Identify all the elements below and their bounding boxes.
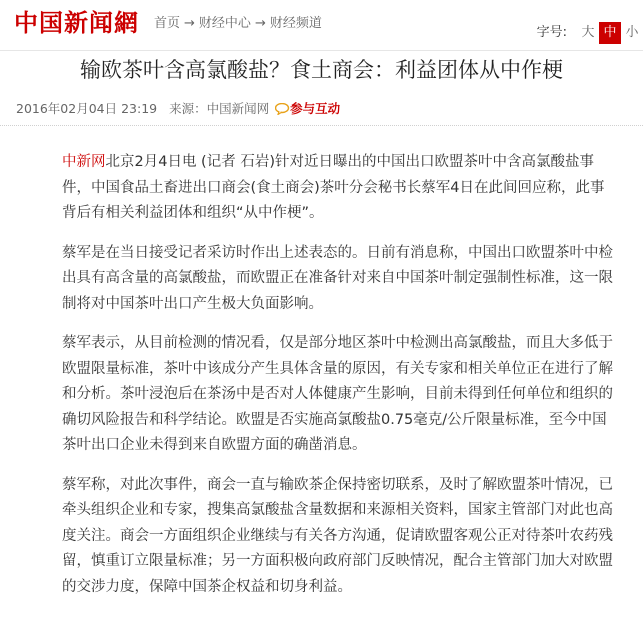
article-date: 2016年02月04日 23:19	[16, 101, 158, 116]
meta-divider	[0, 125, 643, 126]
font-size-large-option[interactable]: 大	[581, 25, 595, 40]
article-meta	[16, 100, 340, 118]
font-size-small-option[interactable]: 小	[625, 25, 639, 40]
breadcrumb	[154, 15, 322, 33]
font-size-label: 字号:	[536, 25, 567, 40]
site-logo[interactable]: 中国新闻網	[14, 8, 139, 37]
top-bar	[0, 0, 643, 51]
article-title: 输欧茶叶含高氯酸盐？食土商会：利益团体从中作梗	[80, 58, 563, 82]
article-paragraph: 蔡军是在当日接受记者采访时作出上述表态的。日前有消息称，中国出口欧盟茶叶中检出具有高含量的高氯酸盐，而欧盟正在准备针对来自中国茶叶制定强制性标准，这一限制将对中国茶叶出口产生极大负面影响。	[62, 244, 613, 312]
participate-interaction-link[interactable]: 参与互动	[290, 101, 341, 116]
breadcrumb-finance-channel-link[interactable]: 财经频道	[269, 16, 322, 31]
article-body	[62, 150, 614, 614]
source-link-chinanews[interactable]: 中新网	[62, 154, 106, 170]
comment-bubble-icon[interactable]	[275, 103, 290, 115]
breadcrumb-finance-center-link[interactable]: 财经中心	[198, 16, 251, 31]
article-source: 来源：中国新闻网	[169, 101, 270, 116]
article-paragraph: 蔡军表示，从目前检测的情况看，仅是部分地区茶叶中检测出高氯酸盐，而且大多低于欧盟限量标准，茶叶中该成分产生具体含量的原因，有关专家和相关单位正在进行了解和分析。茶叶浸泡后在茶汤中是否对人体健康产生影响，目前未得到任何单位和组织的确切风险报告和科学结论。欧盟是否实施高氯酸盐0.75毫克/公斤限量标准，至今中国茶叶出口企业未得到来自欧盟方面的确凿消息。	[62, 335, 613, 453]
font-size-switcher	[537, 22, 643, 44]
font-size-medium-option[interactable]: 中	[599, 22, 621, 44]
arrow-right-icon: →	[254, 16, 266, 31]
article-paragraph: 蔡军称，对此次事件，商会一直与输欧茶企保持密切联系，及时了解欧盟茶叶情况，已牵头组织企业和专家，搜集高氯酸盐含量数据和来源相关资料，国家主管部门对此也高度关注。商会一方面组织企业继续与有关各方沟通，促请欧盟客观公正对待茶叶农药残留，慎重订立限量标准；另一方面积极向政府部门反映情况，配合主管部门加大对欧盟的交涉力度，保障中国茶企权益和切身利益。	[62, 476, 613, 595]
breadcrumb-home-link[interactable]: 首页	[154, 16, 181, 31]
paragraph-text: 北京2月4日电 (记者 石岩)针对近日曝出的中国出口欧盟茶叶中含高氯酸盐事件，中国食品土畜进出口商会(食土商会)茶叶分会秘书长蔡军4日在此间回应称，此事背后有相关利益团体和组织“从中作梗”。	[62, 154, 605, 221]
article-paragraph	[62, 150, 614, 227]
arrow-right-icon: →	[184, 16, 195, 31]
